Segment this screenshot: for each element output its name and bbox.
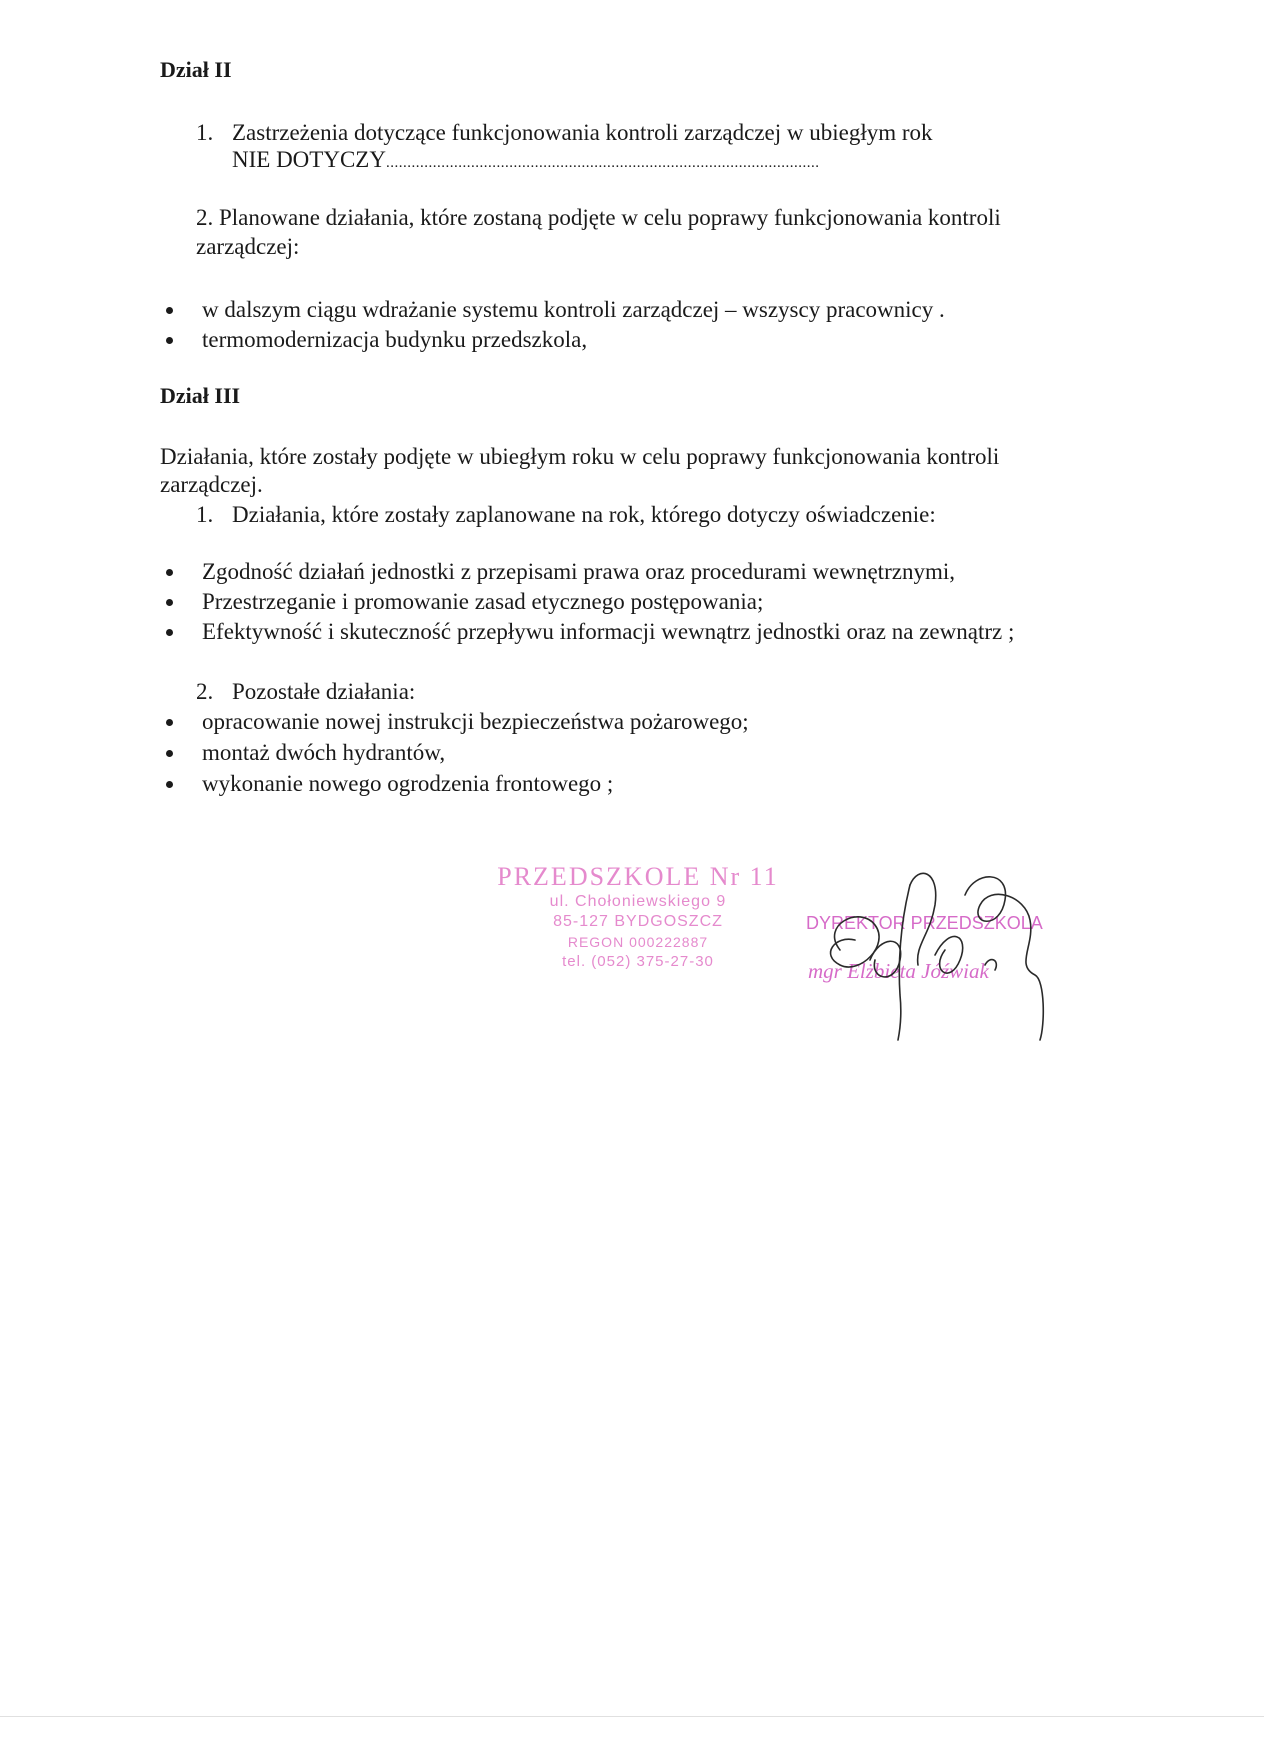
section3-heading: Dział III (160, 383, 241, 408)
handwritten-signature (800, 865, 1060, 1045)
bullet-icon (166, 719, 173, 726)
institution-stamp (478, 862, 798, 972)
section3-intro-line1: Działania, które zostały podjęte w ubiegłym roku w celu poprawy funkcjonowania kontroli (160, 444, 1000, 469)
scan-edge-divider (0, 1716, 1264, 1717)
stamp-phone: tel. (052) 375-27-30 (562, 953, 714, 970)
bullet-icon (166, 629, 173, 636)
director-stamp-name: mgr Elżbieta Jóźwiak (808, 959, 989, 983)
stamp-institution-name: PRZEDSZKOLE Nr 11 (497, 862, 779, 891)
section2-item1-number: 1. (196, 120, 214, 145)
section2-item1-text: Zastrzeżenia dotyczące funkcjonowania kontroli zarządczej w ubiegłym rok (232, 120, 933, 145)
section2-item1-value (232, 145, 819, 178)
not-applicable-value: NIE DOTYCZY (232, 147, 386, 172)
section3-sub2-text: Pozostałe działania: (232, 679, 416, 704)
stamp-regon: REGON 000222887 (567, 934, 709, 950)
stamp-city: 85-127 BYDGOSZCZ (553, 913, 723, 930)
section3-intro-line2: zarządczej. (160, 472, 263, 497)
bullet-icon (166, 599, 173, 606)
list-item-text: montaż dwóch hydrantów, (202, 740, 446, 765)
dotted-leader: ...................................................................................................... (385, 155, 820, 171)
section3-sub1-text: Działania, które zostały zaplanowane na rok, którego dotyczy oświadczenie: (232, 502, 936, 527)
section2-heading: Dział II (160, 57, 232, 82)
bullet-icon (166, 337, 173, 344)
section3-sub1-number: 1. (196, 502, 214, 527)
stamp-street: ul. Chołoniewskiego 9 (549, 893, 727, 910)
bullet-icon (166, 750, 173, 757)
list-item-text: termomodernizacja budynku przedszkola, (202, 327, 588, 352)
list-item-text: opracowanie nowej instrukcji bezpieczeństwa pożarowego; (202, 709, 749, 734)
bullet-icon (166, 569, 173, 576)
section2-item2-line1: 2. Planowane działania, które zostaną podjęte w celu poprawy funkcjonowania kontroli (196, 205, 1001, 230)
section3-sub2-number: 2. (196, 679, 214, 704)
bullet-icon (166, 307, 173, 314)
list-item-text: wykonanie nowego ogrodzenia frontowego ; (202, 771, 614, 796)
list-item-text: Efektywność i skuteczność przepływu informacji wewnątrz jednostki oraz na zewnątrz ; (202, 619, 1015, 644)
list-item-text: Przestrzeganie i promowanie zasad etycznego postępowania; (202, 589, 764, 614)
list-item-text: Zgodność działań jednostki z przepisami prawa oraz procedurami wewnętrznymi, (202, 559, 955, 584)
bullet-icon (166, 781, 173, 788)
section2-item2-line2: zarządczej: (196, 234, 300, 259)
director-stamp-title: DYREKTOR PRZEDSZKOLA (806, 913, 1043, 933)
list-item-text: w dalszym ciągu wdrażanie systemu kontroli zarządczej – wszyscy pracownicy . (202, 297, 945, 322)
